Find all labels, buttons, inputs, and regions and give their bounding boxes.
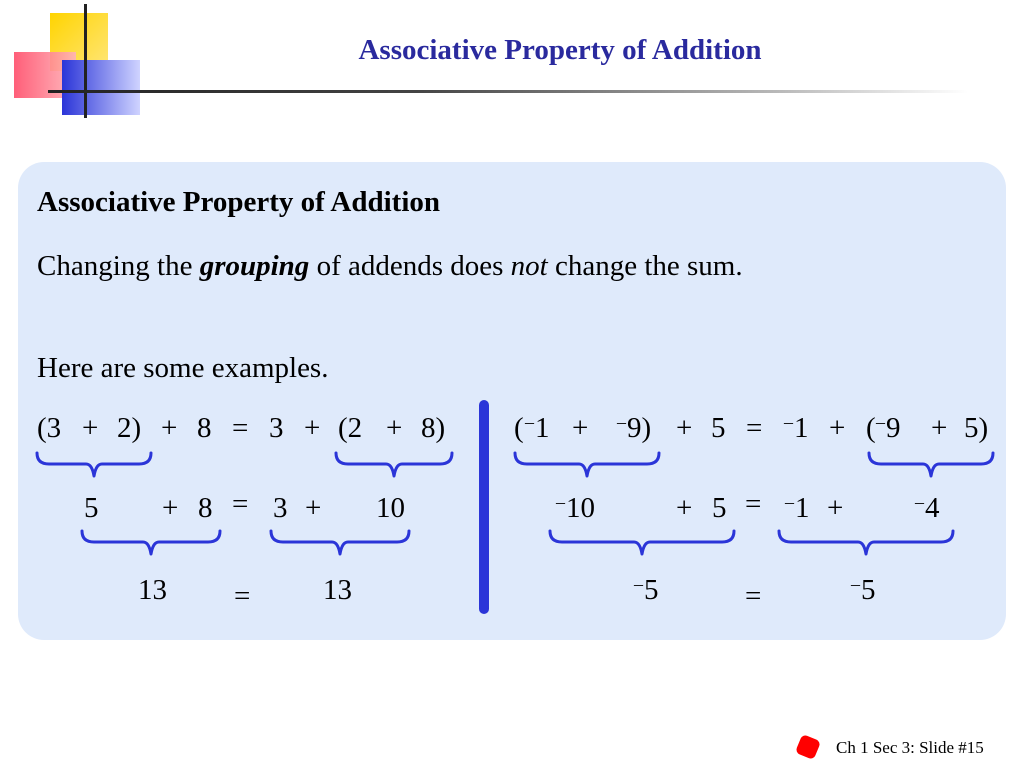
ex1-r2-t4: + xyxy=(305,492,322,524)
ex2-r2-t5-neg: – xyxy=(915,492,924,512)
ex1-r1-t10: 8) xyxy=(421,412,446,444)
panel-heading: Associative Property of Addition xyxy=(37,186,441,218)
ex2-r2-t0-val: 10 xyxy=(566,492,595,524)
examples-intro: Here are some examples. xyxy=(37,352,329,384)
ex2-r2-t0 xyxy=(556,492,595,525)
ex2-r2-t5 xyxy=(915,492,940,525)
ex1-row2-equals: = xyxy=(232,488,249,520)
ex2-r1-open: ( xyxy=(514,412,524,444)
ex1-brace-right-1 xyxy=(333,450,455,482)
ex2-r2-t4: + xyxy=(827,492,844,524)
ex1-r1-t1: + xyxy=(82,412,99,444)
ex1-brace-left-2 xyxy=(79,528,224,560)
ex2-r2-t3-val: 1 xyxy=(795,492,810,524)
ex2-r1-e xyxy=(876,412,901,445)
statement-emph-grouping: grouping xyxy=(199,250,310,282)
ex1-r2-t0: 5 xyxy=(84,492,99,524)
ex1-r1-t7: + xyxy=(304,412,321,444)
ex1-r2-t5: 10 xyxy=(376,492,405,524)
ex2-r1-p4: + xyxy=(931,412,948,444)
ex2-r1-p2: + xyxy=(676,412,693,444)
ex1-r2-t2: 8 xyxy=(198,492,213,524)
ex2-r1-p1: + xyxy=(572,412,589,444)
ex2-r1-b-val: 9) xyxy=(627,412,652,444)
ex2-r1-d xyxy=(784,412,809,445)
stop-octagon-icon[interactable] xyxy=(795,734,821,760)
ex2-r1-b xyxy=(617,412,651,445)
ex2-row3-left xyxy=(634,574,659,607)
ex1-row3-right: 13 xyxy=(323,574,352,606)
ex2-r1-a-neg: – xyxy=(525,412,534,432)
ex2-r1-a-val: 1 xyxy=(535,412,550,444)
ex2-r2-t3-neg: – xyxy=(785,492,794,512)
ex1-r2-t3: 3 xyxy=(273,492,288,524)
ex2-r1-b-neg: – xyxy=(617,412,626,432)
ex2-row2-equals: = xyxy=(745,488,762,520)
logo-vertical-line xyxy=(84,4,87,118)
ex2-r1-e-val: 9 xyxy=(886,412,901,444)
ex2-r1-p3: + xyxy=(829,412,846,444)
ex2-r3-left-neg: – xyxy=(634,574,643,594)
ex1-row3-left: 13 xyxy=(138,574,167,606)
ex1-r1-t6: 3 xyxy=(269,412,284,444)
ex1-r1-t5: = xyxy=(232,412,249,444)
ex2-r3-right-neg: – xyxy=(851,574,860,594)
ex2-r2-t3 xyxy=(785,492,810,525)
ex2-row3-right xyxy=(851,574,876,607)
ex2-brace-right-2 xyxy=(776,528,956,560)
ex2-brace-left-1 xyxy=(512,450,662,482)
ex2-row3-equals: = xyxy=(745,580,762,612)
ex2-r3-left-val: 5 xyxy=(644,574,659,606)
ex2-brace-left-2 xyxy=(547,528,737,560)
ex1-r1-t4: 8 xyxy=(197,412,212,444)
ex1-r1-t2: 2) xyxy=(117,412,142,444)
ex2-r1-e-neg: – xyxy=(876,412,885,432)
ex1-brace-right-2 xyxy=(268,528,413,560)
ex2-r2-t1: + xyxy=(676,492,693,524)
ex1-r1-t0: (3 xyxy=(37,412,62,444)
statement-part1: Changing the xyxy=(37,250,200,282)
ex2-r2-t5-val: 4 xyxy=(925,492,940,524)
ex1-r1-t9: + xyxy=(386,412,403,444)
logo-blue-square xyxy=(62,60,140,115)
ex1-row3-equals: = xyxy=(234,580,251,612)
ex2-r1-eq: = xyxy=(746,412,763,444)
statement-emph-not: not xyxy=(510,250,548,282)
ex2-r2-t0-neg: – xyxy=(556,492,565,512)
slide-number: Ch 1 Sec 3: Slide #15 xyxy=(836,738,984,757)
ex2-r1-a xyxy=(525,412,550,445)
ex1-r1-t8: (2 xyxy=(338,412,363,444)
title-underline xyxy=(48,90,968,93)
vertical-divider xyxy=(479,400,489,614)
ex2-r1-c: 5 xyxy=(711,412,726,444)
statement-part2: of addends does xyxy=(309,250,511,282)
slide-title: Associative Property of Addition xyxy=(358,34,762,66)
ex2-brace-right-1 xyxy=(866,450,996,482)
ex1-brace-left-1 xyxy=(34,450,154,482)
content-panel xyxy=(18,162,1006,640)
ex2-r2-t2: 5 xyxy=(712,492,727,524)
ex2-r1-d-val: 1 xyxy=(794,412,809,444)
ex2-r1-open2: ( xyxy=(866,412,876,444)
ex2-r3-right-val: 5 xyxy=(861,574,876,606)
ex2-r1-f: 5) xyxy=(964,412,989,444)
property-statement xyxy=(37,250,743,283)
ex1-r1-t3: + xyxy=(161,412,178,444)
statement-part3: change the sum. xyxy=(547,250,743,282)
ex2-r1-d-neg: – xyxy=(784,412,793,432)
ex1-r2-t1: + xyxy=(162,492,179,524)
